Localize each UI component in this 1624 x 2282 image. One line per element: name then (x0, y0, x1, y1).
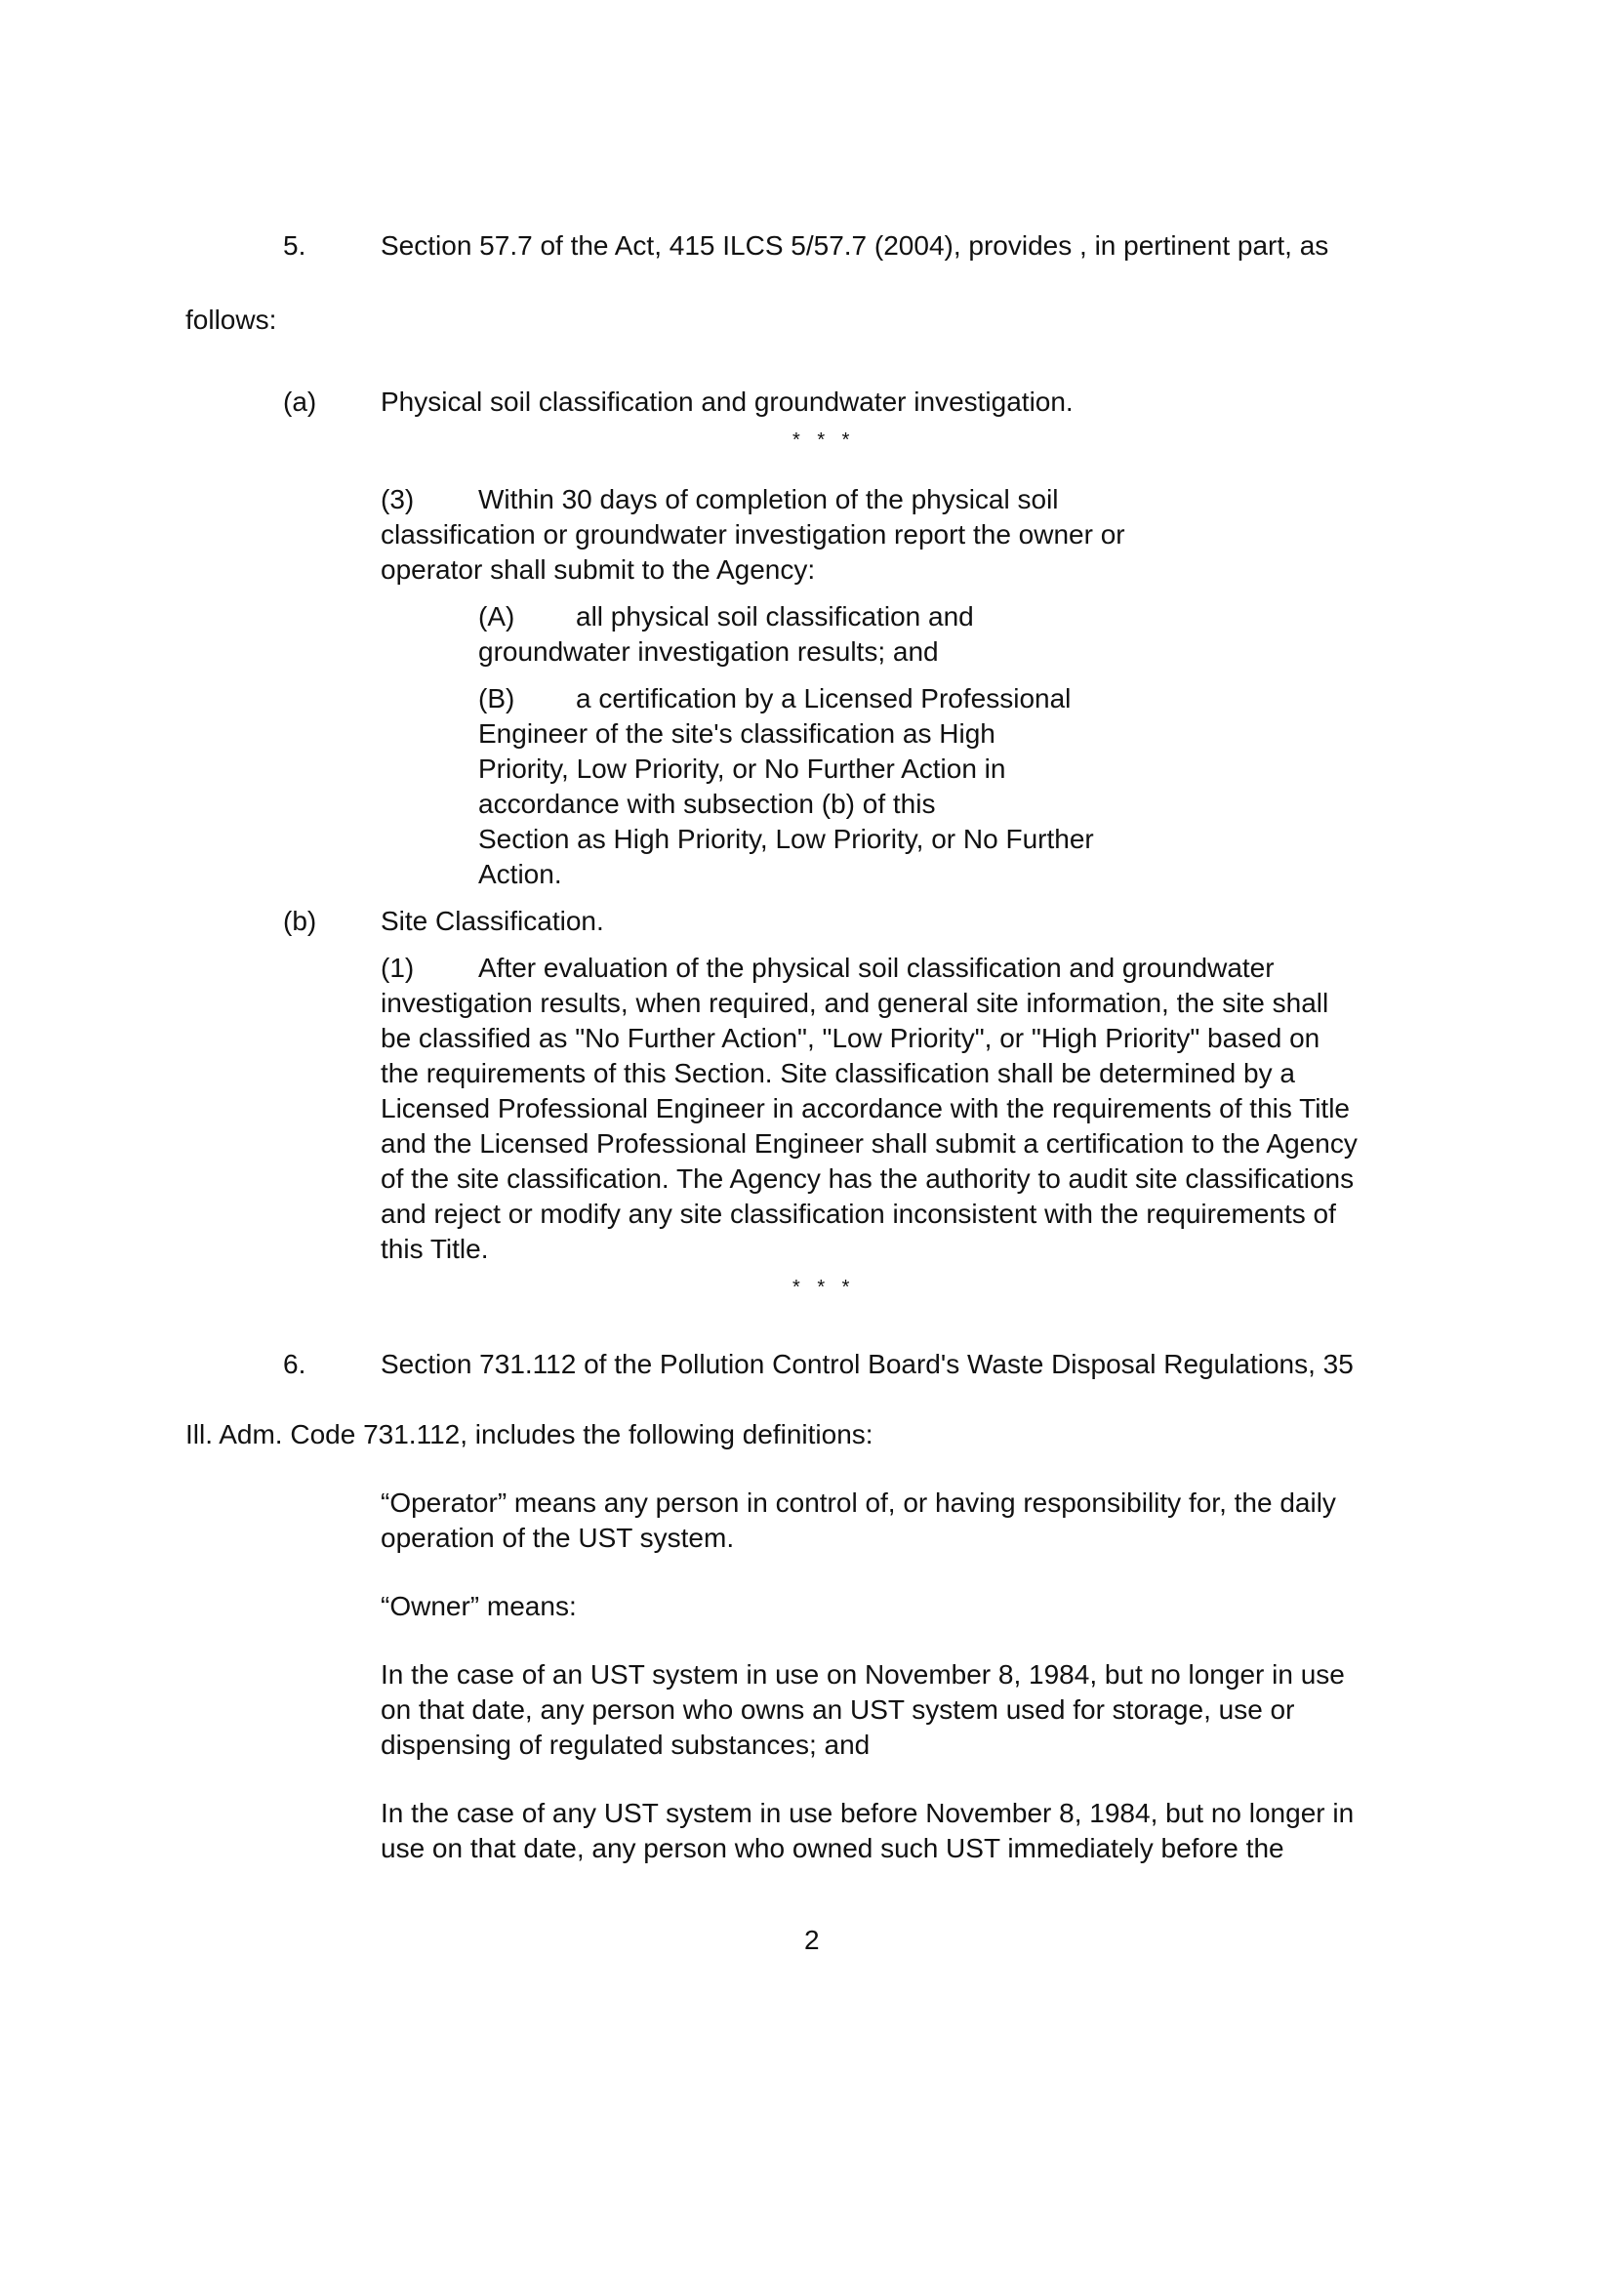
item-A-line-1: all physical soil classification and (576, 601, 974, 632)
item-1-line-9: this Title. (381, 1234, 489, 1264)
item-3-line-3: operator shall submit to the Agency: (381, 554, 816, 585)
paragraph-6-number: 6. (283, 1349, 306, 1379)
paragraph-6-line-2: Ill. Adm. Code 731.112, includes the following definitions: (185, 1419, 873, 1449)
definition-owner-a-line-1: In the case of an UST system in use on November 8, 1984, but no longer in use (381, 1659, 1345, 1690)
definition-owner-a-line-2: on that date, any person who owns an UST system used for storage, use or (381, 1694, 1295, 1725)
item-B-line-5: Section as High Priority, Low Priority, or No Further (478, 824, 1094, 854)
item-3-line-2: classification or groundwater investigation report the owner or (381, 519, 1125, 550)
item-B-line-4: accordance with subsection (b) of this (478, 789, 936, 819)
subsection-a-heading: Physical soil classification and groundwater investigation. (381, 387, 1074, 417)
item-A-line-2: groundwater investigation results; and (478, 636, 939, 667)
item-B-line-6: Action. (478, 859, 562, 889)
item-1-line-6: and the Licensed Professional Engineer shall submit a certification to the Agency (381, 1128, 1358, 1159)
item-3-line-1: Within 30 days of completion of the physical soil (478, 484, 1059, 514)
subsection-b-heading: Site Classification. (381, 906, 604, 936)
definition-owner-b-line-1: In the case of any UST system in use before November 8, 1984, but no longer in (381, 1798, 1355, 1828)
definition-operator-line-1: “Operator” means any person in control of, or having responsibility for, the daily (381, 1487, 1336, 1518)
section-break-stars: * * * (792, 429, 856, 451)
item-B-line-1: a certification by a Licensed Professional (576, 683, 1072, 713)
item-1-line-7: of the site classification. The Agency has the authority to audit site classifications (381, 1163, 1355, 1194)
paragraph-5-line-1: Section 57.7 of the Act, 415 ILCS 5/57.7 (2004), provides , in pertinent part, as (381, 230, 1329, 261)
item-B-line-2: Engineer of the site's classification as High (478, 718, 995, 749)
paragraph-6-line-1: Section 731.112 of the Pollution Control Board's Waste Disposal Regulations, 35 (381, 1349, 1354, 1379)
subsection-b-label: (b) (283, 906, 317, 936)
definition-owner-a-line-3: dispensing of regulated substances; and (381, 1730, 871, 1760)
definition-operator-line-2: operation of the UST system. (381, 1523, 735, 1553)
paragraph-5-line-2: follows: (185, 305, 277, 335)
item-B-label: (B) (478, 683, 515, 713)
item-1-line-1: After evaluation of the physical soil classification and groundwater (478, 953, 1275, 983)
item-1-line-8: and reject or modify any site classification inconsistent with the requirements of (381, 1199, 1336, 1229)
item-1-line-3: be classified as "No Further Action", "Low Priority", or "High Priority" based on (381, 1023, 1320, 1053)
section-break-stars: * * * (792, 1277, 856, 1298)
page-number: 2 (804, 1925, 820, 1955)
item-1-line-5: Licensed Professional Engineer in accordance with the requirements of this Title (381, 1093, 1350, 1123)
item-1-line-4: the requirements of this Section. Site classification shall be determined by a (381, 1058, 1295, 1088)
item-1-line-2: investigation results, when required, and general site information, the site shall (381, 988, 1329, 1018)
item-B-line-3: Priority, Low Priority, or No Further Action in (478, 754, 1006, 784)
item-3-label: (3) (381, 484, 415, 514)
paragraph-5-number: 5. (283, 230, 306, 261)
definition-owner-b-line-2: use on that date, any person who owned such UST immediately before the (381, 1833, 1284, 1863)
subsection-a-label: (a) (283, 387, 317, 417)
item-A-label: (A) (478, 601, 515, 632)
item-1-label: (1) (381, 953, 415, 983)
definition-owner-heading: “Owner” means: (381, 1591, 577, 1621)
